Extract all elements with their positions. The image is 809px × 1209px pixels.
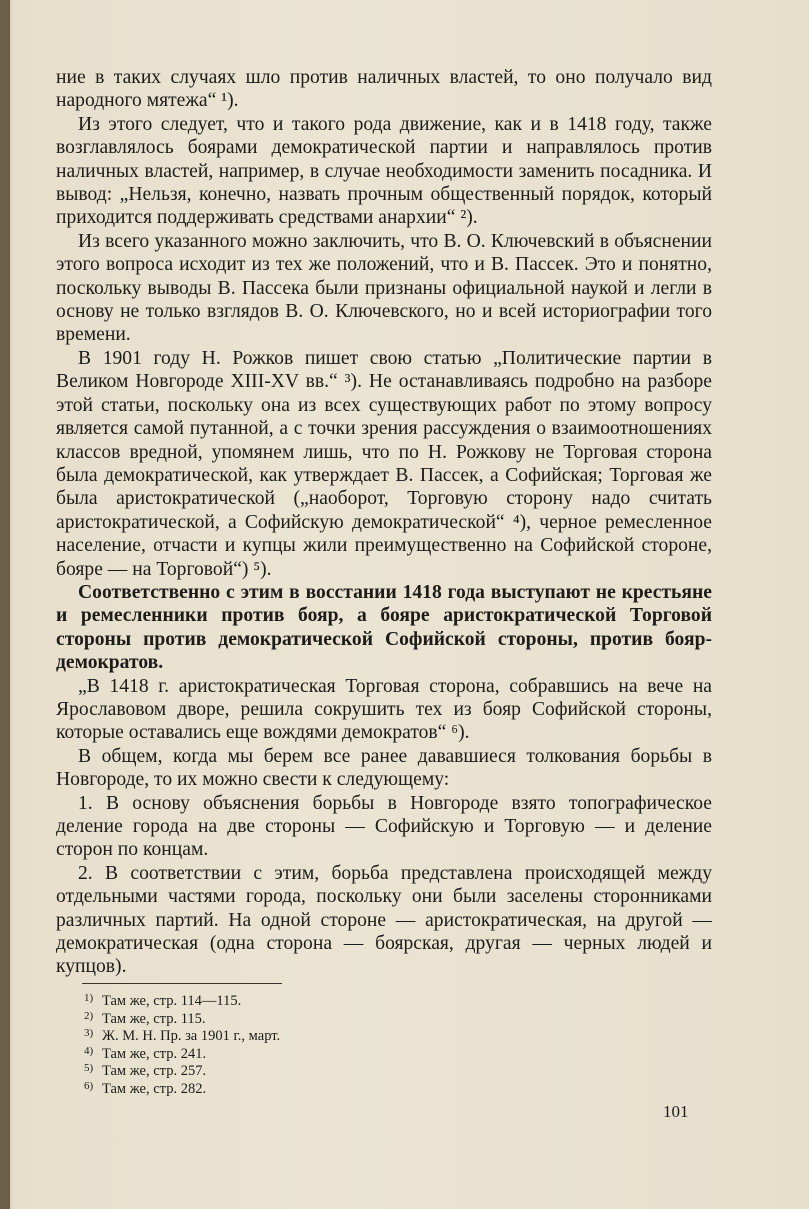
list-item: 1. В основу объяснения борьбы в Новгороде взято топографическое деление города на две стороны — Софийскую и Торговую — и деление сторон по концам. bbox=[56, 792, 712, 861]
paragraph: В 1901 году Н. Рожков пишет свою статью „Политические партии в Великом Новгороде XIII-XV вв.“ ³). Не останавливаясь подробно на разборе этой статьи, поскольку она из всех существующих работ по этому вопросу является самой путанной, а с точки зрения рассуждения о взаимоотношениях классов вредной, упомянем лишь, что по Н. Рожкову не Торговая сторона была демократической, как утверждает В. Пассек, а Софийская; Торговая же была аристократической („наоборот, Торговую сторону надо считать аристократической, а Софийскую демократической“ ⁴), черное ремесленное население, отчасти и купцы жили преимущественно на Софийской стороне, бояре — на Торговой“) ⁵). bbox=[56, 347, 712, 580]
page-number: 101 bbox=[663, 1102, 689, 1121]
paragraph: В общем, когда мы берем все ранее дававшиеся толкования борьбы в Новгороде, то их можно свести к следующему: bbox=[56, 745, 712, 791]
footnote bbox=[84, 1011, 484, 1029]
footnote-separator bbox=[82, 983, 282, 984]
paragraph: Из всего указанного можно заключить, что В. О. Ключевский в объяснении этого вопроса исходит из тех же положений, что и В. Пассек. Это и понятно, поскольку выводы В. Пассека были признаны официальной наукой и легли в основу не только взглядов В. О. Ключевского, но и всей историографии того времени. bbox=[56, 230, 712, 346]
footnote-text: Там же, стр. 241. bbox=[102, 1045, 207, 1062]
footnote-mark: 6) bbox=[84, 1079, 94, 1092]
paragraph: Из этого следует, что и такого рода движение, как и в 1418 году, также возглавлялось боярами демократической партии и направлялось против наличных властей, например, в случае необходимости заменить посадника. И вывод: „Нельзя, конечно, назвать прочным общественный порядок, который приходится поддерживать средствами анархии“ ²). bbox=[56, 113, 712, 229]
paragraph-bold: Соответственно с этим в восстании 1418 года выступают не крестьяне и ремесленники против бояр, а бояре аристократической Торговой стороны против демократической Софийской стороны, против бояр-демократов. bbox=[56, 581, 712, 674]
footnote-text: Там же, стр. 114—115. bbox=[102, 993, 242, 1009]
footnote-mark: 1) bbox=[84, 992, 94, 1004]
list-item: 2. В соответствии с этим, борьба представлена происходящей между отдельными частями города, поскольку они были заселены сторонниками различных партий. На одной стороне — аристократическая, на другой — демократическая (одна сторона — боярская, другая — черных людей и купцов). bbox=[56, 862, 712, 978]
body-text bbox=[56, 66, 712, 979]
footnote-mark: 4) bbox=[84, 1044, 94, 1057]
footnote-text: Ж. М. Н. Пр. за 1901 г., март. bbox=[102, 1028, 281, 1045]
footnote-mark: 2) bbox=[84, 1009, 94, 1022]
footnote bbox=[84, 1028, 484, 1046]
footnote-text: Там же, стр. 282. bbox=[102, 1080, 207, 1097]
footnote bbox=[84, 1063, 484, 1081]
footnotes bbox=[84, 993, 484, 1099]
footnote-mark: 3) bbox=[84, 1027, 94, 1040]
footnote-text: Там же, стр. 257. bbox=[102, 1063, 207, 1080]
footnote bbox=[84, 1046, 484, 1064]
paragraph: ние в таких случаях шло против наличных властей, то оно получало вид народного мятежа“ ¹). bbox=[56, 67, 712, 112]
footnote bbox=[84, 993, 484, 1011]
footnote bbox=[84, 1081, 484, 1099]
book-spine-shadow bbox=[0, 0, 10, 1209]
footnote-mark: 5) bbox=[84, 1062, 94, 1075]
footnote-text: Там же, стр. 115. bbox=[102, 1010, 206, 1027]
paragraph-quote: „В 1418 г. аристократическая Торговая сторона, собравшись на вече на Ярославовом дворе, решила сокрушить тех из бояр Софийской стороны, которые оставались еще вождями демократов“ ⁶). bbox=[56, 675, 712, 744]
